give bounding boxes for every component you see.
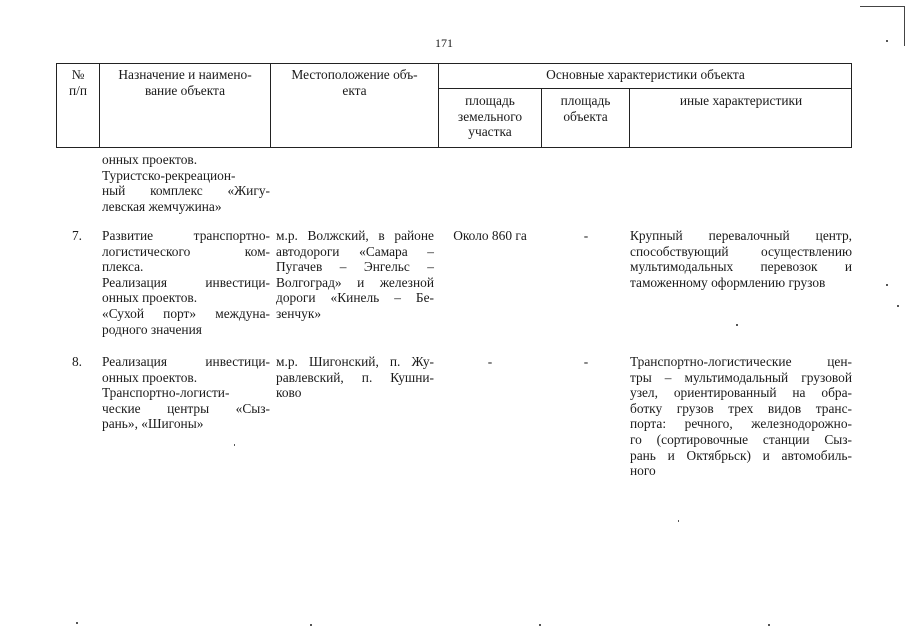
row-object-area: -: [583, 228, 589, 243]
row-other-characteristics: Транспортно-логистические цен- тры – мультимодальный грузовой узел, ориентированный на обра- ботку грузов трех видов транс- порта: речного, железнодорожно- го (сортировочные станции Сыз- рань и Октябрьск) и автомобиль- ного: [630, 354, 852, 479]
scan-speck: [736, 324, 738, 326]
header-object-area: площадь объекта: [560, 93, 611, 124]
scan-margin-line: [860, 6, 905, 7]
row-land-area: Около 860 га: [453, 228, 527, 243]
row-number: 8.: [71, 354, 82, 369]
continuation-name: онных проектов. Туристско-рекреацион- ный комплекс «Жигу- левская жемчужина»: [102, 152, 270, 214]
row-land-area: -: [487, 354, 493, 369]
header-land-area: площадь земельного участка: [457, 93, 523, 140]
row-name: Развитие транспортно- логистического ком- плекса. Реализация инвестици- онных проектов. «Сухой порт» междуна- родного значения: [102, 228, 270, 337]
row-location: м.р. Шигонский, п. Жу- равлевский, п. Кушни- ково: [276, 354, 434, 401]
scan-speck: [678, 520, 679, 522]
row-number: 7.: [71, 228, 82, 243]
scan-speck: [539, 624, 541, 626]
row-location: м.р. Волжский, в районе автодороги «Самара – Пугачев – Энгельс – Волгоград» и железной дороги «Кинель – Бе- зенчук»: [276, 228, 434, 321]
row-other-characteristics: Крупный перевалочный центр, способствующий осуществлению мультимодальных перевозок и таможенному оформлению грузов: [630, 228, 852, 290]
scan-speck: [310, 624, 312, 626]
scan-speck: [886, 284, 888, 286]
header-main-characteristics: Основные характеристики объекта: [546, 67, 745, 82]
table-header: [56, 63, 852, 148]
header-divider: [438, 88, 851, 89]
scan-speck: [768, 624, 770, 626]
page-number: 171: [435, 36, 453, 50]
scan-speck: [886, 40, 888, 42]
header-name: Назначение и наимено- вание объекта: [118, 67, 252, 98]
scan-speck: [897, 305, 899, 307]
header-other-characteristics: иные характеристики: [679, 93, 803, 108]
row-object-area: -: [583, 354, 589, 369]
scan-speck: [76, 622, 78, 624]
scan-speck: [234, 444, 235, 446]
header-location: Местоположение объ- екта: [291, 67, 418, 98]
row-name: Реализация инвестици- онных проектов. Транспортно-логисти- ческие центры «Сыз- рань», «Шигоны»: [102, 354, 270, 432]
header-num: № п/п: [68, 67, 88, 98]
